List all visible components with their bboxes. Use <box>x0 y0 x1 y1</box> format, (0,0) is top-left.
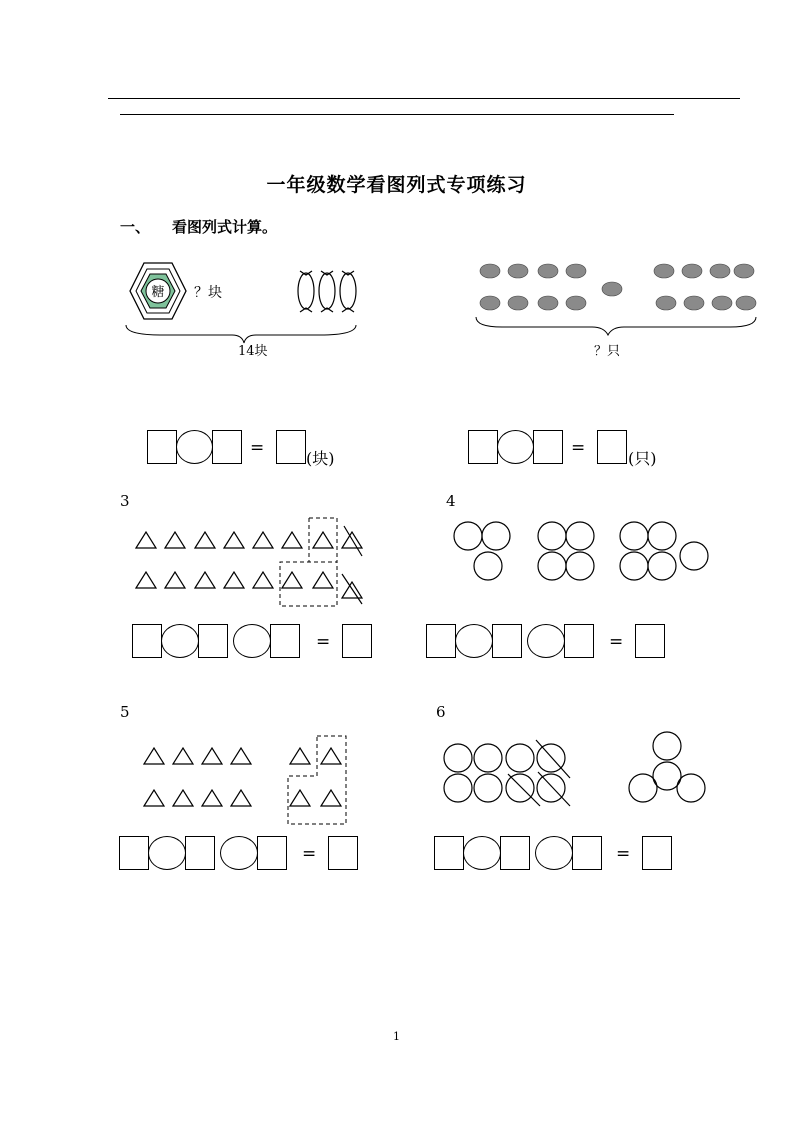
problem2-brace <box>476 317 756 335</box>
triangle-row-2 <box>136 572 362 598</box>
circle <box>474 744 502 772</box>
p6-answer-box-1[interactable] <box>434 836 464 870</box>
p5-operator-oval-1[interactable] <box>148 836 186 870</box>
p1-unit: (块) <box>306 449 335 468</box>
p4-operator-oval-2[interactable] <box>527 624 565 658</box>
triangle <box>290 748 310 764</box>
triangle <box>173 790 193 806</box>
triangle <box>136 572 156 588</box>
circle <box>474 552 502 580</box>
p2-answer-box-1[interactable] <box>468 430 498 464</box>
p5-answer-box-2[interactable] <box>185 836 215 870</box>
p3-answer-box-1[interactable] <box>132 624 162 658</box>
triangle <box>313 572 333 588</box>
p4-answer-box-1[interactable] <box>426 624 456 658</box>
page-title: 一年级数学看图列式专项练习 <box>266 174 527 196</box>
problem5-figure <box>140 730 360 830</box>
circle <box>566 552 594 580</box>
triangle <box>313 532 333 548</box>
p2-unit: (只) <box>628 449 657 468</box>
bird <box>508 296 528 310</box>
triangle <box>224 572 244 588</box>
bird <box>654 264 674 278</box>
triangle <box>253 532 273 548</box>
triangle-row-2 <box>144 790 341 806</box>
bird <box>480 296 500 310</box>
p2-result-box[interactable] <box>597 430 627 464</box>
problem-4-number: 4 <box>446 492 456 510</box>
circle <box>677 774 705 802</box>
circle <box>538 522 566 550</box>
p4-equals-sign: = <box>609 632 624 652</box>
p2-operator-oval[interactable] <box>497 430 534 464</box>
triangle-row-1 <box>136 532 362 548</box>
header-rule-top <box>108 98 740 99</box>
p3-operator-oval-2[interactable] <box>233 624 271 658</box>
circle <box>620 552 648 580</box>
section-text: 看图列式计算。 <box>172 218 278 236</box>
p4-answer-box-3[interactable] <box>564 624 594 658</box>
problem-5-number: 5 <box>120 703 130 721</box>
candy-3 <box>340 273 356 309</box>
p5-answer-box-1[interactable] <box>119 836 149 870</box>
candy-2 <box>319 273 335 309</box>
triangle <box>231 790 251 806</box>
bird-group <box>480 264 756 310</box>
dashed-group-outline <box>288 736 346 824</box>
bird <box>712 296 732 310</box>
circle <box>629 774 657 802</box>
section-heading <box>120 216 277 237</box>
problem-6-number: 6 <box>436 703 446 721</box>
bird <box>538 264 558 278</box>
circle <box>474 774 502 802</box>
bird <box>682 264 702 278</box>
p6-equals-sign: = <box>616 844 631 864</box>
p4-result-box[interactable] <box>635 624 665 658</box>
triangle <box>282 572 302 588</box>
page-number: 1 <box>393 1030 400 1043</box>
triangle <box>144 748 164 764</box>
problem4-figure <box>450 515 720 595</box>
triangle <box>173 748 193 764</box>
circle <box>648 522 676 550</box>
problem1-question-label: ？块 <box>194 285 222 301</box>
p3-operator-oval-1[interactable] <box>161 624 199 658</box>
bird <box>734 264 754 278</box>
p6-result-box[interactable] <box>642 836 672 870</box>
p2-answer-box-2[interactable] <box>533 430 563 464</box>
triangle <box>144 790 164 806</box>
p1-result-box[interactable] <box>276 430 306 464</box>
problem1-total-label: 14块 <box>238 344 268 359</box>
p5-equals-sign: = <box>302 844 317 864</box>
circle <box>482 522 510 550</box>
triangle <box>195 532 215 548</box>
triangle <box>231 748 251 764</box>
cross-out-line <box>342 574 362 604</box>
bird <box>480 264 500 278</box>
triangle <box>282 532 302 548</box>
p3-answer-box-2[interactable] <box>198 624 228 658</box>
triangle <box>253 572 273 588</box>
p2-equals-sign: = <box>571 438 586 458</box>
triangle <box>290 790 310 806</box>
problem2-figure <box>472 255 762 365</box>
problem1-figure <box>120 255 370 365</box>
triangle-row-1 <box>144 748 341 764</box>
bird <box>602 282 622 296</box>
p4-answer-box-2[interactable] <box>492 624 522 658</box>
triangle <box>202 748 222 764</box>
p5-operator-oval-2[interactable] <box>220 836 258 870</box>
problem-3-number: 3 <box>120 492 130 510</box>
triangle <box>165 532 185 548</box>
triangle <box>321 790 341 806</box>
header-rule-bottom <box>120 114 674 115</box>
circle <box>506 774 534 802</box>
p1-equals-sign: = <box>250 438 265 458</box>
p5-answer-box-3[interactable] <box>257 836 287 870</box>
p6-operator-oval-1[interactable] <box>463 836 501 870</box>
triangle <box>195 572 215 588</box>
p6-answer-box-3[interactable] <box>572 836 602 870</box>
candy-label: 糖 <box>151 285 165 300</box>
triangle <box>165 572 185 588</box>
bird <box>684 296 704 310</box>
circle <box>454 522 482 550</box>
p1-answer-box-2[interactable] <box>212 430 242 464</box>
problem3-figure <box>130 512 380 612</box>
circle <box>653 732 681 760</box>
circle <box>620 522 648 550</box>
p3-equals-sign: = <box>316 632 331 652</box>
p4-operator-oval-1[interactable] <box>455 624 493 658</box>
p3-result-box[interactable] <box>342 624 372 658</box>
circle <box>506 744 534 772</box>
triangle <box>321 748 341 764</box>
bird <box>566 296 586 310</box>
problem2-question-label: ？只 <box>594 344 621 359</box>
problem1-brace <box>126 325 356 343</box>
bird <box>538 296 558 310</box>
p6-answer-box-2[interactable] <box>500 836 530 870</box>
circle <box>680 542 708 570</box>
circle <box>648 552 676 580</box>
bird <box>710 264 730 278</box>
problem6-figure <box>440 730 710 810</box>
p5-result-box[interactable] <box>328 836 358 870</box>
circle <box>444 774 472 802</box>
candy-1 <box>298 273 314 309</box>
triangle <box>224 532 244 548</box>
bird <box>508 264 528 278</box>
bird <box>656 296 676 310</box>
p3-answer-box-3[interactable] <box>270 624 300 658</box>
circle <box>538 552 566 580</box>
circle <box>566 522 594 550</box>
section-number: 一、 <box>120 218 151 236</box>
candy-group <box>298 271 356 312</box>
p1-answer-box-1[interactable] <box>147 430 177 464</box>
p6-operator-oval-2[interactable] <box>535 836 573 870</box>
circle <box>537 774 565 802</box>
circle <box>444 744 472 772</box>
triangle <box>202 790 222 806</box>
bird <box>736 296 756 310</box>
triangle <box>136 532 156 548</box>
p1-operator-oval[interactable] <box>176 430 213 464</box>
bird <box>566 264 586 278</box>
